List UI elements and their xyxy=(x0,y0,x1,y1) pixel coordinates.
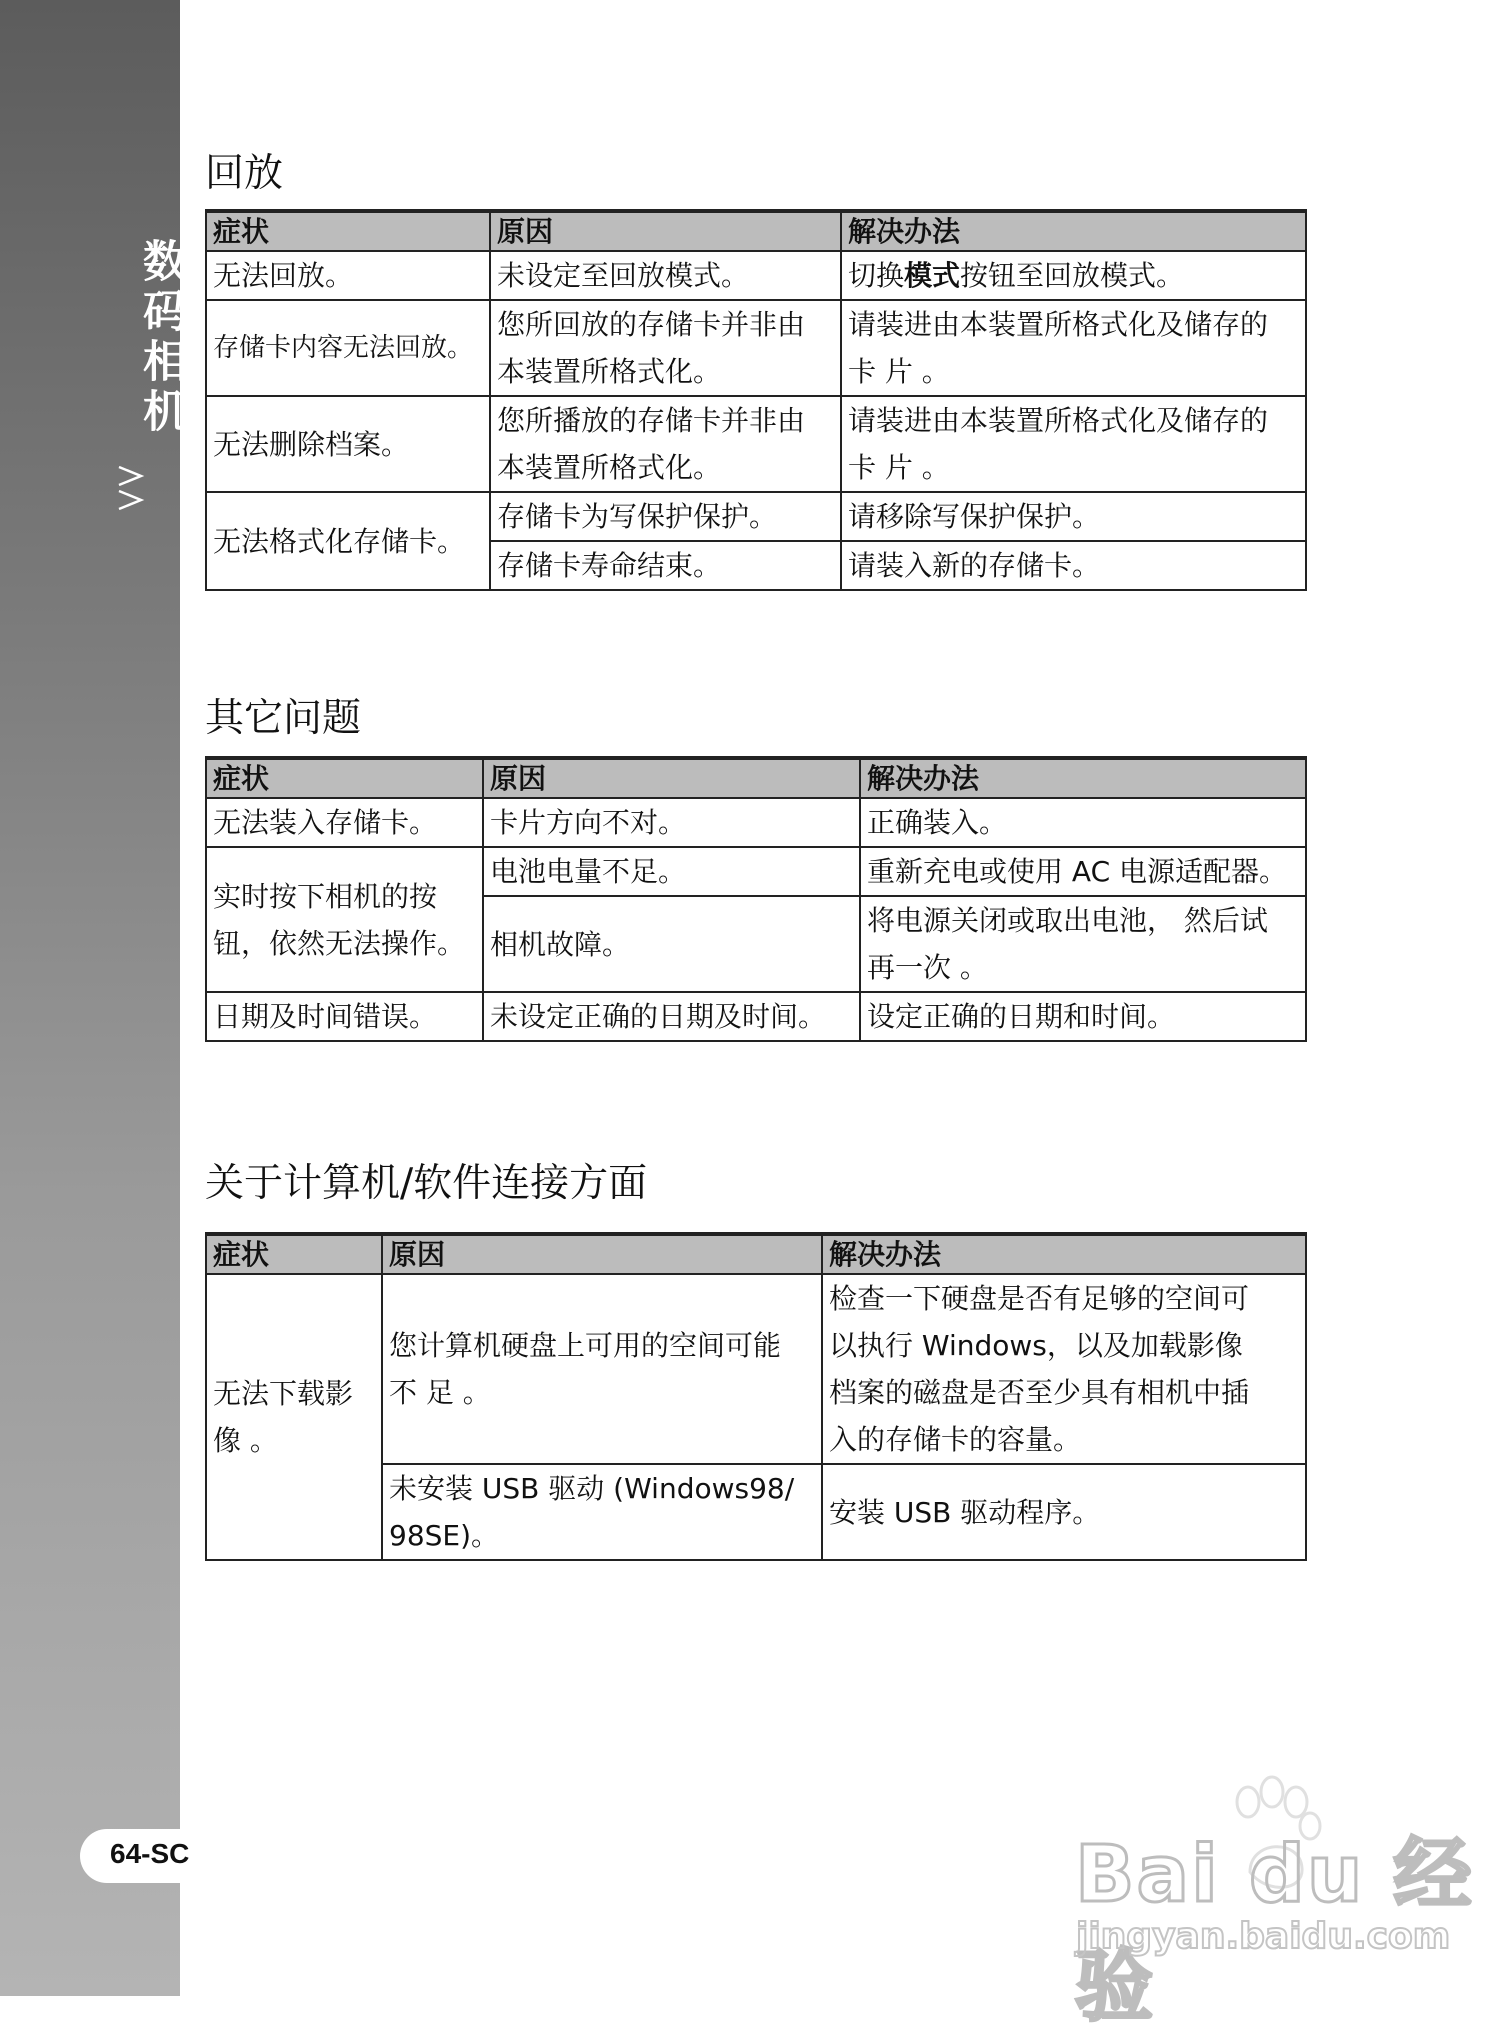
table-row xyxy=(206,847,1306,896)
column-header-symptom: 症状 xyxy=(206,1234,382,1274)
symptom-cell: 存储卡内容无法回放。 xyxy=(206,300,490,396)
double-chevron-icon xyxy=(115,463,145,513)
solution-cell: 重新充电或使用 AC 电源适配器。 xyxy=(860,847,1306,896)
table-row xyxy=(206,300,1306,396)
watermark-url: jingyan.baidu.com xyxy=(1076,1916,1451,1957)
cause-cell: 未安装 USB 驱动 (Windows98/ 98SE)。 xyxy=(382,1464,822,1560)
column-header-solution: 解决办法 xyxy=(860,758,1306,798)
symptom-cell: 日期及时间错误。 xyxy=(206,992,483,1041)
symptom-cell: 无法回放。 xyxy=(206,251,490,300)
cause-cell: 存储卡寿命结束。 xyxy=(490,541,841,590)
column-header-cause: 原因 xyxy=(483,758,860,798)
column-header-cause: 原因 xyxy=(382,1234,822,1274)
solution-cell: 切换模式按钮至回放模式。 xyxy=(841,251,1306,300)
table-row xyxy=(206,251,1306,300)
solution-cell: 请装进由本装置所格式化及储存的 卡 片 。 xyxy=(841,396,1306,492)
solution-cell: 安装 USB 驱动程序。 xyxy=(822,1464,1306,1560)
table-row xyxy=(206,396,1306,492)
symptom-cell: 无法装入存储卡。 xyxy=(206,798,483,847)
symptom-cell: 无法下载影 像 。 xyxy=(206,1274,382,1560)
watermark-brand: Bai du 经验 xyxy=(1075,1830,1474,2032)
solution-cell: 将电源关闭或取出电池， 然后试 再一次 。 xyxy=(860,896,1306,992)
table-row xyxy=(206,1274,1306,1464)
symptom-cell: 无法格式化存储卡。 xyxy=(206,492,490,590)
solution-cell: 设定正确的日期和时间。 xyxy=(860,992,1306,1041)
table-header-row xyxy=(206,211,1306,251)
table-row xyxy=(206,992,1306,1041)
cause-cell: 您计算机硬盘上可用的空间可能 不 足 。 xyxy=(382,1274,822,1464)
solution-cell: 请装进由本装置所格式化及储存的 卡 片 。 xyxy=(841,300,1306,396)
cause-cell: 您所回放的存储卡并非由 本装置所格式化。 xyxy=(490,300,841,396)
cause-cell: 卡片方向不对。 xyxy=(483,798,860,847)
cause-cell: 电池电量不足。 xyxy=(483,847,860,896)
column-header-cause: 原因 xyxy=(490,211,841,251)
cause-cell: 未设定正确的日期及时间。 xyxy=(483,992,860,1041)
other-issues-table xyxy=(205,756,1307,1042)
section-heading-other-issues: 其它问题 xyxy=(205,696,362,741)
column-header-symptom: 症状 xyxy=(206,758,483,798)
column-header-solution: 解决办法 xyxy=(841,211,1306,251)
solution-cell: 检查一下硬盘是否有足够的空间可 以执行 Windows，以及加载影像 档案的磁盘是否至少具有相机中插 入的存储卡的容量。 xyxy=(822,1274,1306,1464)
table-row xyxy=(206,798,1306,847)
table-header-row xyxy=(206,758,1306,798)
page-number: 64-SC xyxy=(110,1838,190,1869)
column-header-solution: 解决办法 xyxy=(822,1234,1306,1274)
cause-cell: 您所播放的存储卡并非由 本装置所格式化。 xyxy=(490,396,841,492)
column-header-symptom: 症状 xyxy=(206,211,490,251)
playback-table xyxy=(205,209,1307,591)
computer-software-table xyxy=(205,1232,1307,1561)
cause-cell: 相机故障。 xyxy=(483,896,860,992)
sidebar xyxy=(0,0,186,1996)
symptom-cell: 实时按下相机的按 钮，依然无法操作。 xyxy=(206,847,483,992)
cause-cell: 未设定至回放模式。 xyxy=(490,251,841,300)
solution-cell: 正确装入。 xyxy=(860,798,1306,847)
section-heading-computer-software: 关于计算机/软件连接方面 xyxy=(205,1161,648,1206)
solution-cell: 请装入新的存储卡。 xyxy=(841,541,1306,590)
cause-cell: 存储卡为写保护保护。 xyxy=(490,492,841,541)
symptom-cell: 无法删除档案。 xyxy=(206,396,490,492)
table-row xyxy=(206,492,1306,541)
solution-cell: 请移除写保护保护。 xyxy=(841,492,1306,541)
table-header-row xyxy=(206,1234,1306,1274)
sidebar-title: 数码相机 xyxy=(135,238,186,438)
section-heading-playback: 回放 xyxy=(205,151,284,196)
mode-button-label: 模式 xyxy=(904,259,961,292)
